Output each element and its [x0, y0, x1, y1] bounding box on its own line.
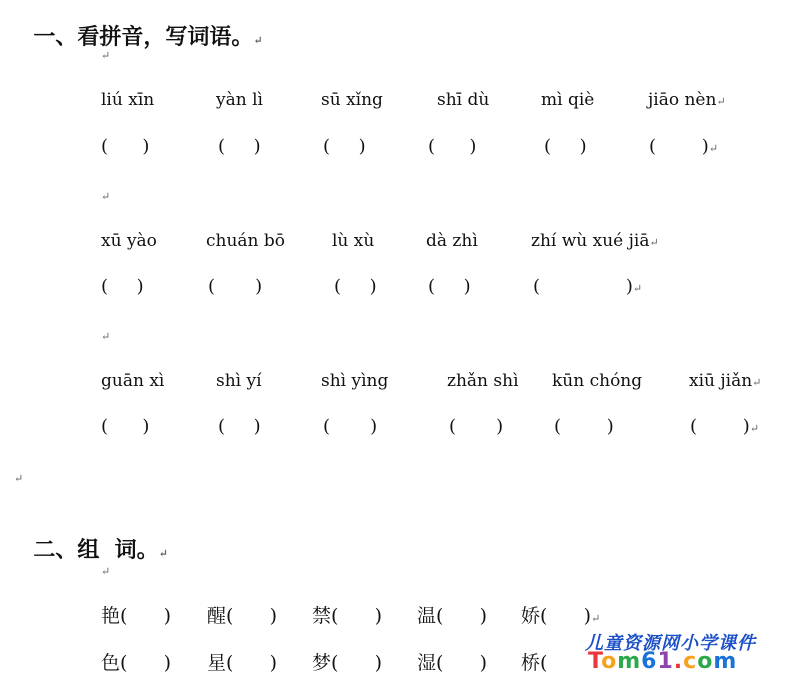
word-item: 醒( ) [207, 605, 278, 627]
answer-blank: ( ) [323, 136, 366, 157]
section-1-title: 一、看拼音，写词语。↵ [33, 24, 263, 50]
section-2-title: 二、组 词。↵ [33, 537, 168, 563]
pinyin-item: shì yìng [321, 371, 389, 391]
word-item: 桥( [521, 652, 548, 674]
answer-blank: ( ) [101, 416, 150, 437]
pinyin-item: xū yào [101, 231, 157, 251]
watermark-letter: c [683, 649, 698, 674]
pinyin-item: jiāo nèn↵ [648, 90, 726, 110]
pinyin-item: shī dù [437, 90, 490, 110]
pinyin-item: liú xīn [101, 90, 155, 110]
pinyin-item: dà zhì [426, 231, 478, 251]
answer-blank: ( )↵ [690, 416, 760, 437]
answer-blank: ( ) [544, 136, 587, 157]
watermark-letter: m [713, 649, 738, 674]
pinyin-item: lù xù [332, 231, 375, 251]
word-item: 温( ) [417, 605, 488, 627]
paragraph-mark: ↵ [14, 472, 24, 485]
pinyin-item: guān xì [101, 371, 165, 391]
word-item: 艳( ) [101, 605, 172, 627]
answer-blank: ( ) [428, 276, 471, 297]
word-item: 梦( ) [312, 652, 383, 674]
answer-blank: ( ) [218, 136, 261, 157]
word-item: 星( ) [207, 652, 278, 674]
answer-blank: ( ) [449, 416, 504, 437]
watermark-letter: o [601, 649, 618, 674]
answer-blank: ( ) [323, 416, 378, 437]
pinyin-item: shì yí [216, 371, 262, 391]
word-item: 色( ) [101, 652, 172, 674]
paragraph-mark: ↵ [101, 330, 111, 343]
answer-blank: ( ) [208, 276, 263, 297]
answer-blank: ( ) [428, 136, 477, 157]
word-item: 湿( ) [417, 652, 488, 674]
word-item: 禁( ) [312, 605, 383, 627]
watermark-letter: o [697, 649, 714, 674]
paragraph-mark: ↵ [101, 190, 111, 203]
watermark-letter: T [588, 649, 602, 674]
watermark-domain [588, 649, 737, 674]
watermark-letter: 1 [657, 649, 674, 674]
watermark-letter: m [617, 649, 642, 674]
answer-blank: ( ) [218, 416, 261, 437]
pinyin-item: xiū jiǎn↵ [689, 371, 762, 391]
watermark-letter: 6 [641, 649, 658, 674]
word-item: 娇( )↵ [521, 605, 601, 627]
pinyin-item: chuán bō [206, 231, 286, 251]
pinyin-item: zhí wù xué jiā↵ [531, 231, 659, 251]
watermark-letter: . [673, 649, 684, 674]
pinyin-item: mì qiè [541, 90, 595, 110]
watermark-site-name: 儿童资源网小学课件 [585, 633, 756, 654]
answer-blank: ( ) [554, 416, 614, 437]
answer-blank: ( ) [101, 276, 144, 297]
answer-blank: ( ) [101, 136, 150, 157]
answer-blank: ( ) [334, 276, 377, 297]
paragraph-mark: ↵ [101, 49, 111, 62]
pinyin-item: yàn lì [216, 90, 263, 110]
pinyin-item: sū xǐng [321, 90, 383, 110]
answer-blank: ( )↵ [649, 136, 719, 157]
answer-blank: ( )↵ [533, 276, 643, 297]
paragraph-mark: ↵ [101, 565, 111, 578]
pinyin-item: kūn chóng [552, 371, 643, 391]
pinyin-item: zhǎn shì [447, 371, 519, 391]
